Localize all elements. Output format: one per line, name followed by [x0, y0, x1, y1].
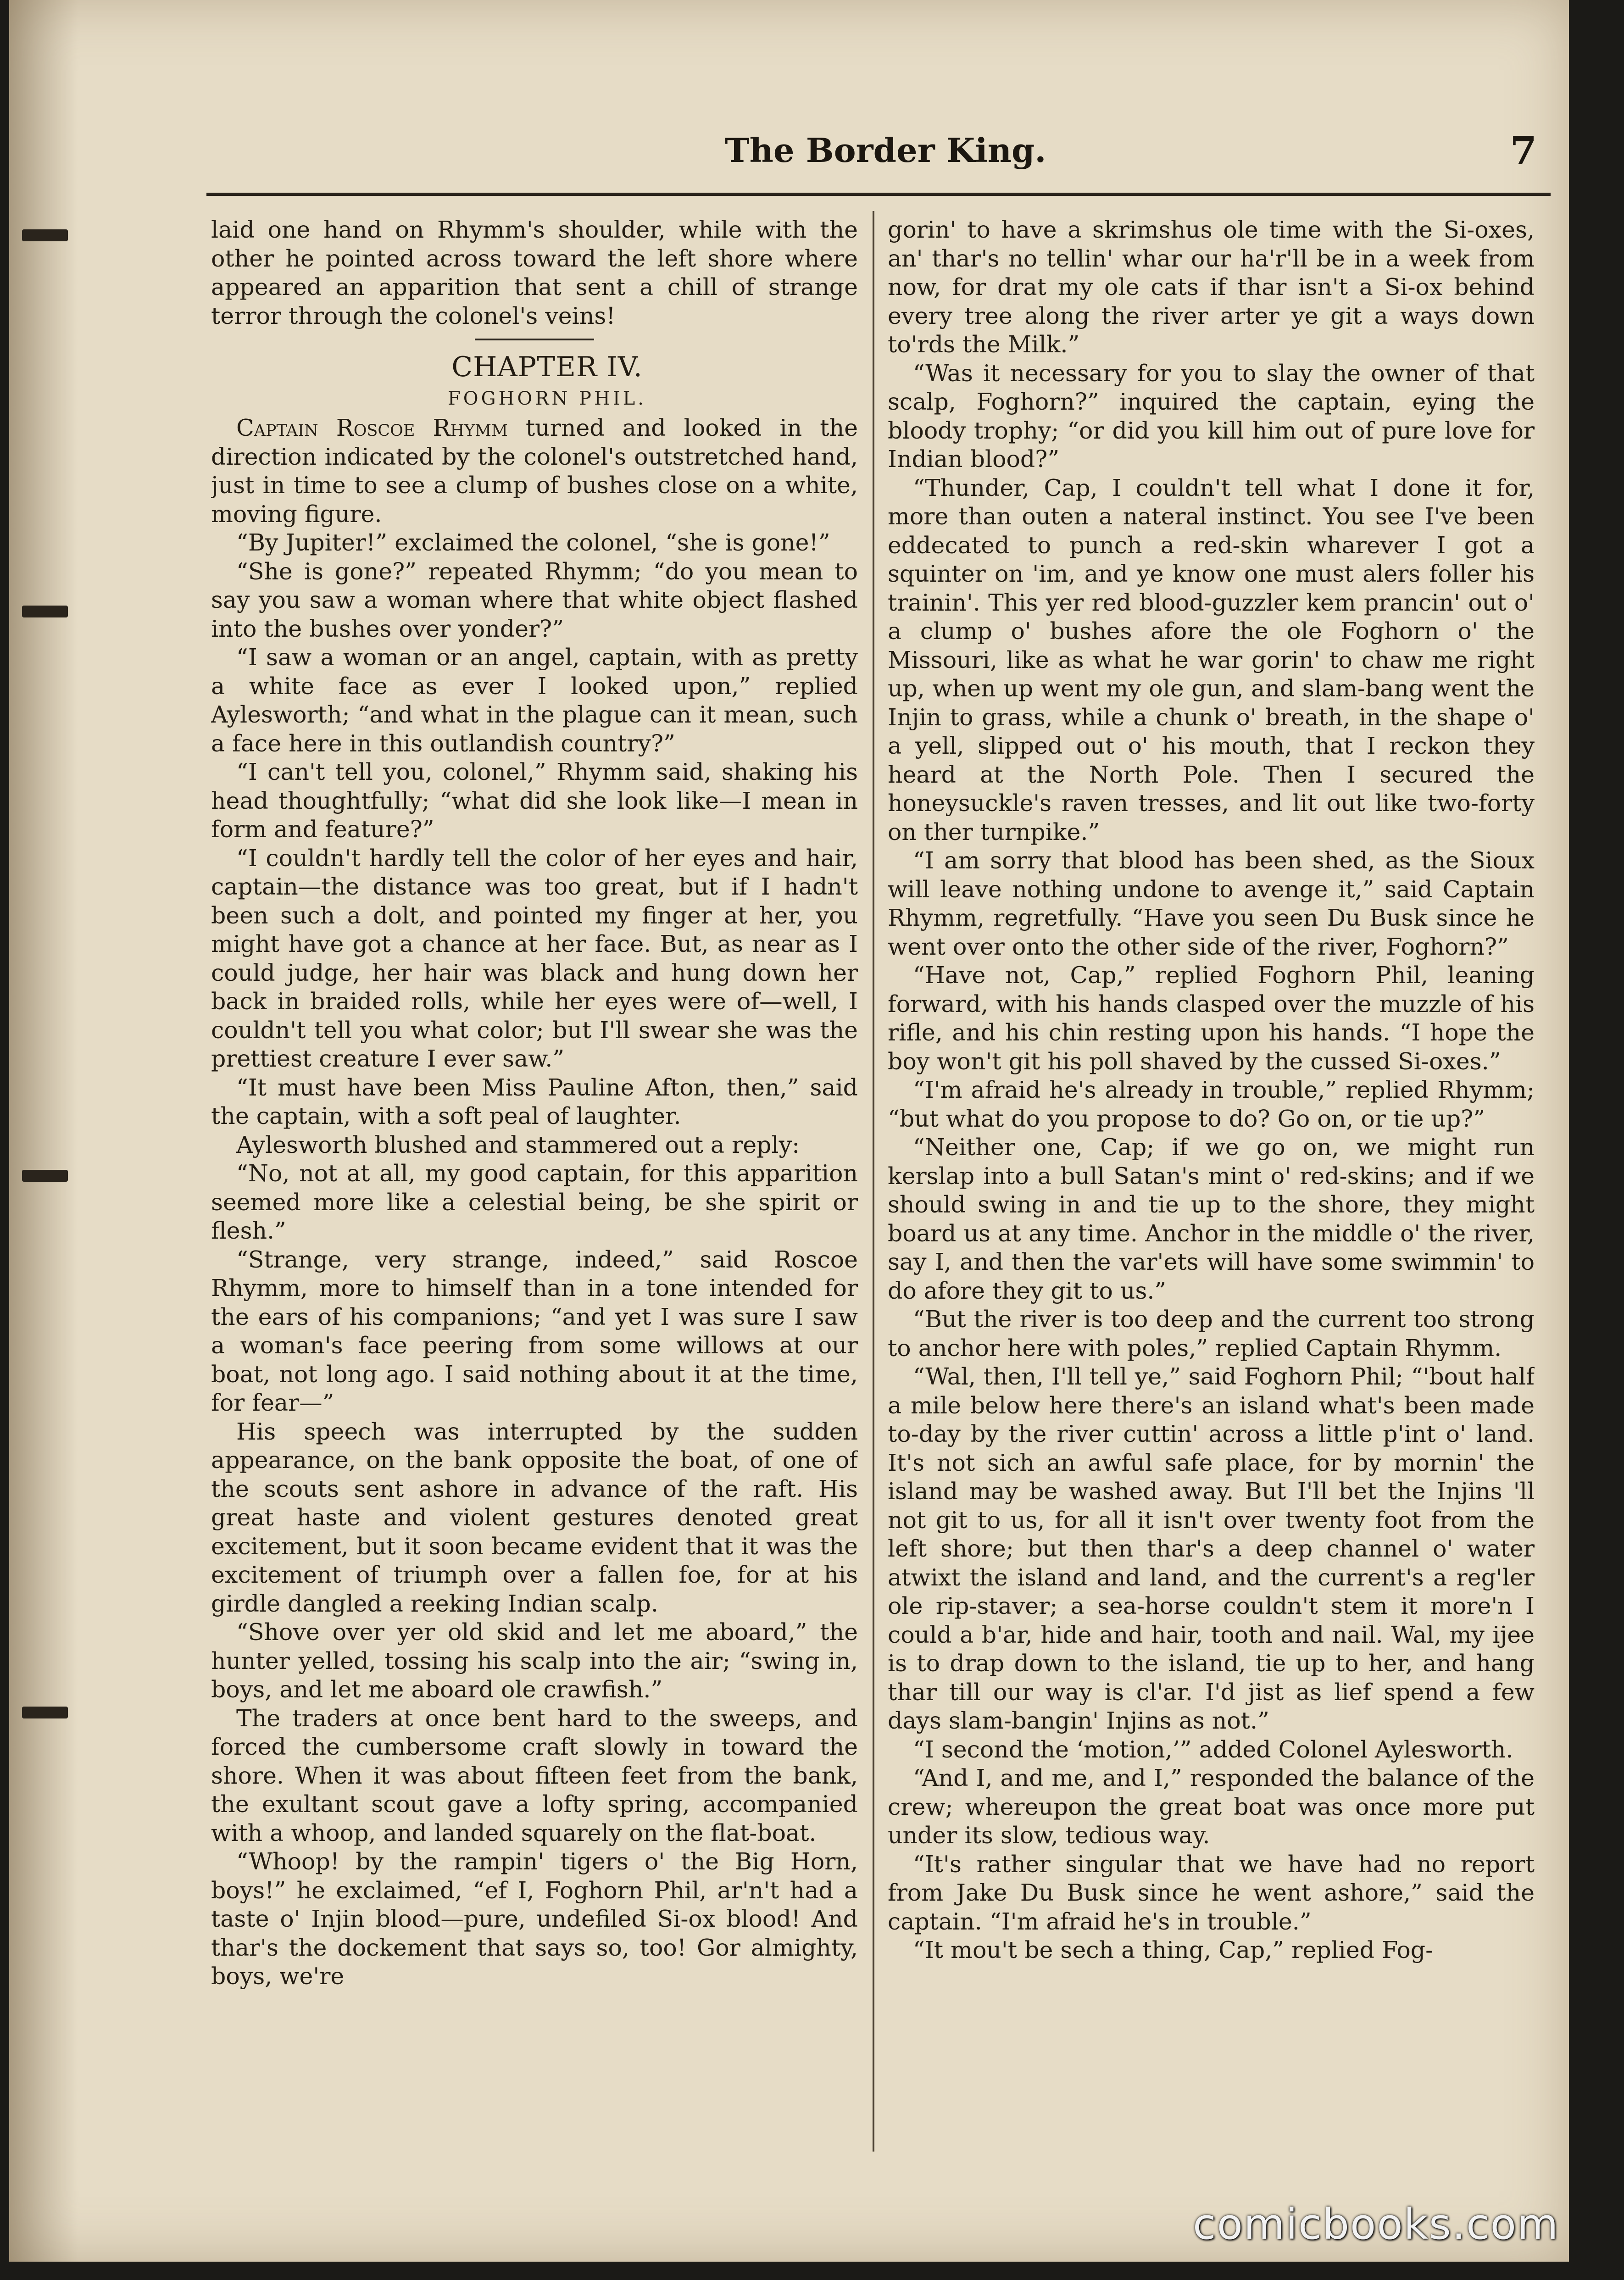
binding-stitch [22, 229, 68, 241]
paragraph: “She is gone?” repeated Rhymm; “do you mean to say you saw a woman where that white object flashed into the bushes over yonder?” [211, 557, 858, 642]
paragraph: “Thunder, Cap, I couldn't tell what I done it for, more than outen a nateral instinct. You see I've been eddecated to punch a red-skin wharever I got a squinter on 'im, and ye know one must alers foller his trainin'. This yer red blood-guzzler kem prancin' out o' a clump o' bushes afore the ole Foghorn o' the Missouri, like as what he war gorin' to chaw me right up, when up went my ole gun, and slam-bang went the Injin to grass, while a chunk o' breath, in the shape o' a yell, slipped out o' his mouth, that I reckon they heard at the North Pole. Then I secured the honeysuckle's raven tresses, and lit out like two-forty on ther turnpike.” [888, 474, 1535, 845]
paragraph: “I can't tell you, colonel,” Rhymm said, shaking his head thoughtfully; “what did she look like—I mean in form and feature?” [211, 758, 858, 843]
binding-stitch [22, 1707, 68, 1718]
paragraph: “Strange, very strange, indeed,” said Roscoe Rhymm, more to himself than in a tone intended for the ears of his companions; “and yet I was sure I saw a woman's face peering from some willows at our boat, not long ago. I said nothing about it at the time, for fear—” [211, 1246, 858, 1416]
paragraph: “By Jupiter!” exclaimed the colonel, “she is gone!” [236, 529, 830, 556]
paragraph: “It's rather singular that we have had no report from Jake Du Busk since he went ashore,” said the captain. “I'm afraid he's in trouble.” [888, 1850, 1535, 1935]
page-number: 7 [1510, 128, 1537, 173]
page-header [193, 128, 1546, 181]
right-column [888, 216, 1535, 2142]
paragraph: “Neither one, Cap; if we go on, we might run kerslap into a bull Satan's mint o' red-skins; and if we should swing in and tie up to the shore, they might board us at any time. Anchor in the middle o' the river, say I, and then the var'ets will have some swimmin' to do afore they git to us.” [888, 1134, 1535, 1304]
binding-stitch [22, 606, 68, 617]
first-paragraph-text: turned and looked in the direction indicated by the colonel's outstretched hand, just in time to see a clump of bushes close on a white, moving figure. [211, 414, 858, 528]
intro-paragraph: laid one hand on Rhymm's shoulder, while with the other he pointed across toward the left shore where appeared an apparition that sent a chill of strange terror through the colonel's veins! [211, 216, 858, 329]
chapter-number: CHAPTER IV. [451, 351, 643, 383]
paragraph: His speech was interrupted by the sudden appearance, on the bank opposite the boat, of one of the scouts sent ashore in advance of the raft. His great haste and violent gestures denoted great excitement, but it soon became evident that it was the excitement of triumph over a fallen foe, for at his girdle dangled a reeking Indian scalp. [211, 1418, 858, 1617]
paragraph: “I'm afraid he's already in trouble,” replied Rhymm; “but what do you propose to do? Go on, or tie up?” [888, 1076, 1535, 1132]
paragraph: “Was it necessary for you to slay the owner of that scalp, Foghorn?” inquired the captain, eying the bloody trophy; “or did you kill him out of pure love for Indian blood?” [888, 359, 1535, 473]
paragraph: Aylesworth blushed and stammered out a reply: [236, 1131, 800, 1158]
header-rule [206, 193, 1551, 196]
paragraph: The traders at once bent hard to the sweeps, and forced the cumbersome craft slowly in toward the shore. When it was about fifteen feet from the bank, the exultant scout gave a lofty spring, accompanied with a whoop, and landed squarely on the flat-boat. [211, 1704, 858, 1846]
lead-in-name: Captain Roscoe Rhymm [236, 414, 508, 441]
running-title: The Border King. [725, 131, 1046, 170]
paragraph: “Shove over yer old skid and let me aboard,” the hunter yelled, tossing his scalp into the air; “swing in, boys, and let me aboard ole crawfish.” [211, 1618, 858, 1703]
watermark: comicbooks.com [1193, 2200, 1559, 2249]
paragraph: “But the river is too deep and the current too strong to anchor here with poles,” replied Captain Rhymm. [888, 1306, 1535, 1362]
paragraph: “It must have been Miss Pauline Afton, then,” said the captain, with a soft peal of laughter. [211, 1073, 858, 1129]
paragraph: “I saw a woman or an angel, captain, with as pretty a white face as ever I looked upon,” replied Aylesworth; “and what in the plague can it mean, such a face here in this outlandish country?” [211, 644, 858, 757]
paragraph: gorin' to have a skrimshus ole time with the Si-oxes, an' thar's no tellin' whar our ha'r'll be in a week from now, for drat my ole cats if thar isn't a Si-ox behind every tree along the river arter ye git a ways down to'rds the Milk.” [888, 216, 1535, 358]
paragraph: “I second the ‘motion,’” added Colonel Aylesworth. [913, 1735, 1513, 1763]
chapter-divider [475, 339, 594, 340]
paragraph: “And I, and me, and I,” responded the balance of the crew; whereupon the great boat was once more put under its slow, tedious way. [888, 1764, 1535, 1849]
paragraph: “Wal, then, I'll tell ye,” said Foghorn Phil; “'bout half a mile below here there's an island what's been made to-day by the river cuttin' across a little p'int o' land. It's not sich an awful safe place, for by mornin' the island may be washed away. But I'll bet the Injins 'll not git to us, for all it isn't over twenty foot from the left shore; but then thar's a deep channel o' water atwixt the island and land, and the current's a reg'ler ole rip-staver; a sea-horse couldn't stem it more'n I could a b'ar, hide and hair, tooth and nail. Wal, my ijee is to drap down to the island, tie up to her, and hang thar till our way is cl'ar. I'd jist as lief spend a few days slam-bangin' Injins as not.” [888, 1363, 1535, 1734]
first-paragraph [211, 414, 858, 528]
paragraph: “I am sorry that blood has been shed, as the Sioux will leave nothing undone to avenge it,” said Captain Rhymm, regretfully. “Have you seen Du Busk since he went over onto the other side of the river, Foghorn?” [888, 847, 1535, 960]
binding-stitch [22, 1170, 68, 1182]
column-divider [873, 211, 874, 2152]
chapter-title: FOGHORN PHIL. [448, 388, 646, 409]
left-column [211, 216, 858, 2142]
paragraph: “No, not at all, my good captain, for this apparition seemed more like a celestial being, be she spirit or flesh.” [211, 1160, 858, 1244]
binding-shadow [9, 0, 78, 2262]
paragraph: “I couldn't hardly tell the color of her eyes and hair, captain—the distance was too great, but if I hadn't been such a dolt, and pointed my finger at her, you might have got a chance at her face. But, as near as I could judge, her hair was black and hung down her back in braided rolls, while her eyes were of—well, I couldn't tell you what color; but I'll swear she was the prettiest creature I ever saw.” [211, 844, 858, 1072]
paragraph: “It mou't be sech a thing, Cap,” replied Fog- [913, 1936, 1434, 1963]
magazine-page [9, 0, 1569, 2262]
paragraph: “Whoop! by the rampin' tigers o' the Big Horn, boys!” he exclaimed, “ef I, Foghorn Phil, ar'n't had a taste o' Injin blood—pure, undefiled Si-ox blood! And thar's the dockement that says so, too! Gor almighty, boys, we're [211, 1848, 858, 1990]
paragraph: “Have not, Cap,” replied Foghorn Phil, leaning forward, with his hands clasped over the muzzle of his rifle, and his chin resting upon his hands. “I hope the boy won't git his poll shaved by the cussed Si-oxes.” [888, 962, 1535, 1075]
